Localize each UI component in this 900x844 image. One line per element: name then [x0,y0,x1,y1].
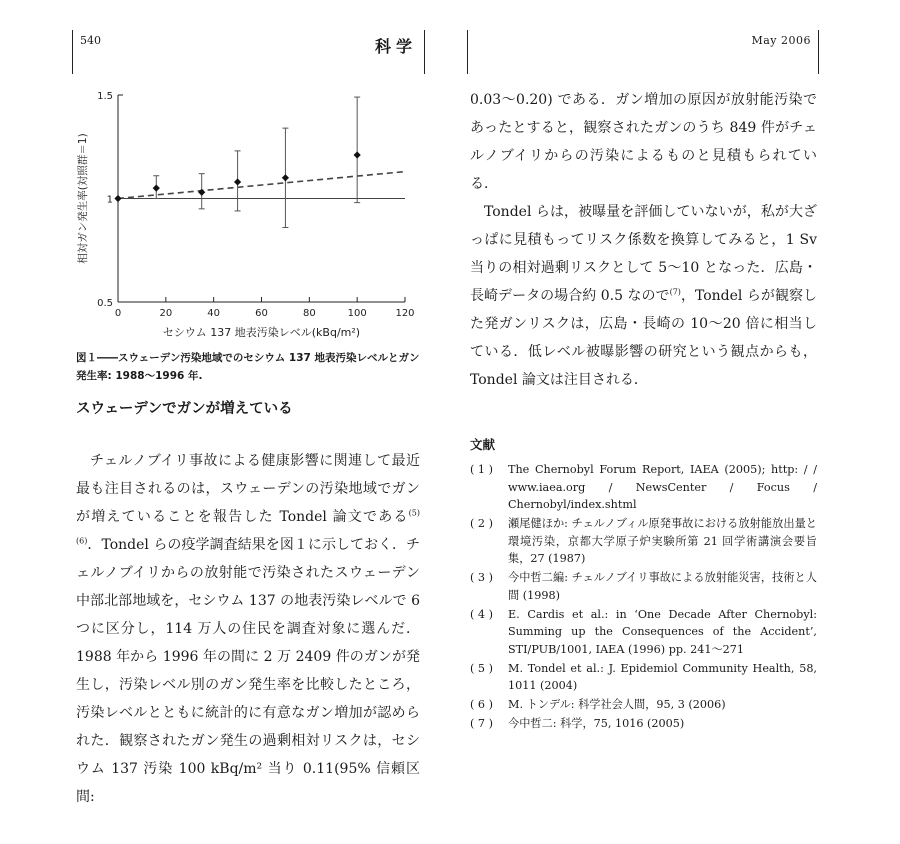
data-point [198,189,205,196]
reference-number: ( 4 ) [470,607,493,621]
reference-item [470,461,817,514]
references-heading: 文献 [470,437,496,452]
paragraph-2-text-2: ，Tondel らが観察した発ガンリスクは，広島・長崎の 10〜20 倍に相当している．低レベル被曝影響の研究という観点からも，Tondel 論文は注目される． [470,288,817,388]
reference-item [470,696,817,714]
reference-number: ( 6 ) [470,698,493,711]
references-list [470,461,817,734]
x-tick-label: 20 [159,308,173,319]
paragraph-2-text: Tondel らは，被曝量を評価していないが，私が大ざっぱに見積もってリスク係数を換算してみると，1 Sv 当りの相対過剰リスクとして 5〜10 となった．広島・長崎データの場合約 0.5 なので [470,204,817,304]
y-axis-label: 相対ガン発生率(対照群＝1) [77,133,89,264]
data-point [114,195,121,202]
reference-item [470,515,817,568]
journal-name: 科学 [374,37,417,56]
left-body-text: チェルノブイリ事故による健康影響に関連して最近最も注目されるのは，スウェーデンの汚染地域でガンが増えていることを報告した Tondel 論文である [76,453,420,525]
y-tick-label: 0.5 [97,298,113,309]
reference-number: ( 7 ) [470,717,493,730]
reference-item [470,569,817,604]
figure-1-chart [72,84,424,346]
issue-date: May 2006 [751,34,811,47]
reference-text: The Chernobyl Forum Report, IAEA (2005); http: / / www.iaea.org / NewsCenter / Focus / Chernobyl/index.shtml [508,463,817,511]
x-tick-label: 100 [347,308,367,319]
data-point [282,174,289,181]
right-column-body [470,86,817,394]
citation-5-6: (5)(6) [76,508,420,546]
paragraph-2 [470,198,817,394]
reference-item [470,606,817,659]
reference-text: M. トンデル: 科学社会人間，95, 3 (2006) [508,698,726,711]
data-point [153,185,160,192]
reference-text: 今中哲二: 科学，75, 1016 (2005) [508,717,685,730]
reference-text: 今中哲二編: チェルノブイリ事故による放射能災害，技術と人間 (1998) [508,571,817,602]
reference-text: M. Tondel et al.: J. Epidemiol Community Health, 58, 1011 (2004) [508,661,817,692]
x-tick-label: 80 [302,308,316,319]
reference-item [470,660,817,695]
x-tick-label: 40 [207,308,221,319]
page-number: 540 [80,34,101,47]
x-tick-label: 60 [255,308,268,319]
reference-number: ( 3 ) [470,571,493,584]
citation-7: (7) [669,287,681,297]
x-tick-label: 120 [395,308,415,319]
reference-item [470,715,817,733]
reference-text: E. Cardis et al.: in ‘One Decade After Chernobyl: Summing up the Consequences of the Accident’, STI/PUB/1001, IAEA (1996) pp. 241〜271 [508,607,817,656]
paragraph-1: 0.03〜0.20) である．ガン増加の原因が放射能汚染であったとすると，観察されたガンのうち 849 件がチェルノブイリからの汚染によるものと見積もられている． [470,92,817,192]
data-point [354,151,361,158]
section-heading: スウェーデンでガンが増えている [76,401,293,417]
reference-number: ( 2 ) [470,517,493,530]
page-header-left [72,30,425,74]
data-point [234,178,241,185]
x-axis-label: セシウム 137 地表汚染レベル(kBq/m²) [162,326,361,339]
page-header-right [467,30,819,74]
reference-number: ( 5 ) [470,661,493,675]
y-tick-label: 1 [106,194,113,206]
left-column-body [76,447,420,811]
y-tick-label: 1.5 [97,91,113,102]
x-tick-label: 0 [114,308,122,319]
trend-line [118,172,405,199]
left-body-text-2: ．Tondel らの疫学調査結果を図１に示しておく．チェルノブイリからの放射能で汚染されたスウェーデン中部北部地域を，セシウム 137 の地表汚染レベルで 6 つに区分し，114 万人の住民を調査対象に選んだ．1988 年から 1996 年の間に 2 万 2409 件のガンが発生し，汚染レベル別のガン発生率を比較したところ，汚染レベルとともに統計的に有意なガン増加が認められた．観察されたガン発生の過剰相対リスクは，セシウム 137 汚染 100 kBq/m² 当り 0.11(95% 信頼区間: [76,537,420,805]
reference-number: ( 1 ) [470,463,493,476]
figure-caption: 図１――スウェーデン汚染地域でのセシウム 137 地表汚染レベルとガン発生率: 1988〜1996 年. [76,352,420,382]
reference-text: 瀬尾健ほか: チェルノブィル原発事故における放射能放出量と環境汚染，京都大学原子炉実験所第 21 回学術講演会要旨集，27 (1987) [508,517,817,565]
